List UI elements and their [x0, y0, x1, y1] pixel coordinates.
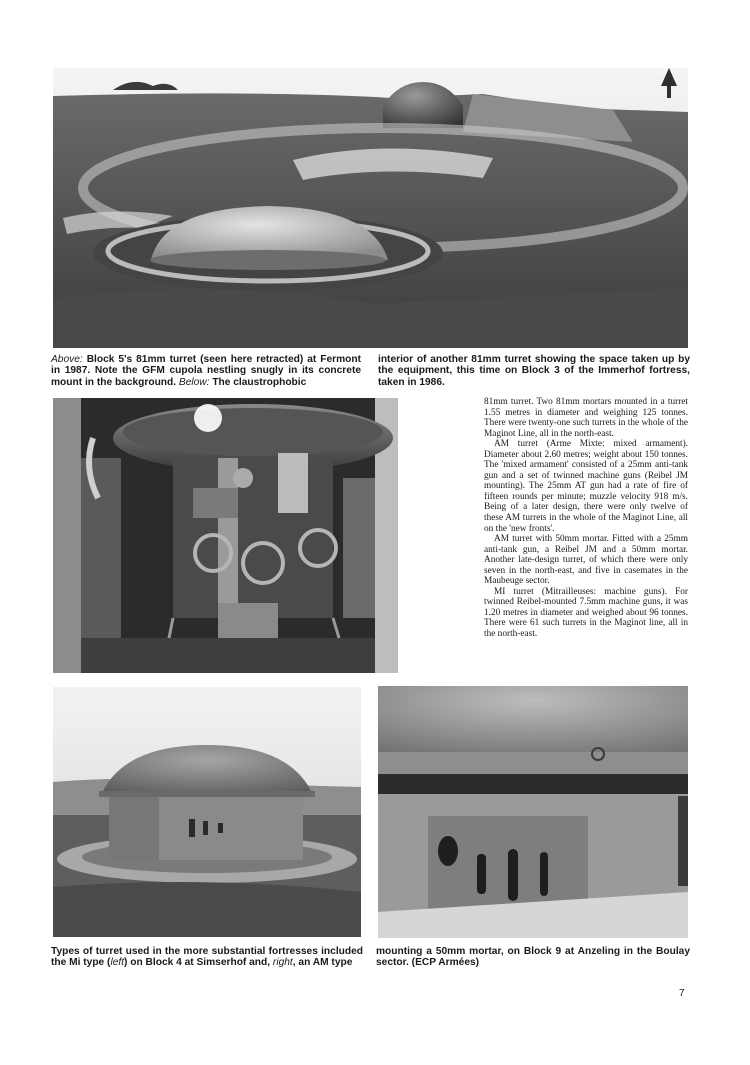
paragraph-am-turret: AM turret (Arme Mixte: mixed armament). Diameter about 2.60 metres; weight about 150 tonnes. The 'mixed armament' consisted of a 25mm anti-tank gun and a set of twinned machine guns (Reibel JM mounting). The 25mm AT gun had a rate of fire of fifteen rounds per minute; muzzle velocity 918 m/s. Being of a later design, there were only twelve of these AM turrets in the whole of the Maginot Line, all on the 'new fronts'. [484, 439, 688, 534]
paragraph-mi-turret: MI turret (Mitrailleuses: machine guns). For twinned Reibel-mounted 7.5mm machine guns, it was 1.20 metres in diameter and weighed about 96 tonnes. There were 61 such turrets in the Maginot line, all in the north-east. [484, 586, 688, 640]
caption-below-text: The claustrophobic [209, 376, 307, 388]
caption-right-word: right [272, 957, 293, 969]
paragraph-am-turret-50mm-mortar: AM turret with 50mm mortar. Fitted with a 25mm anti-tank gun, a Reibel JM and a 50mm mortar. Another late-design turret, of which there were only seven in the north-east, and five in casemates in the Maubeuge sector. [484, 534, 688, 587]
paragraph-81mm-turret: 81mm turret. Two 81mm mortars mounted in a turret 1.55 metres in diameter and weighing 125 tonnes. There were twenty-one such turrets in the whole of the Maginot Line, all in the north-east. [484, 397, 688, 439]
caption-above-text: Block 5's 81mm turret (seen here retracted) at Fermont in 1987. Note the GFM cupola nestling snugly in its concrete mount in the background. [51, 354, 361, 388]
caption-below-lead: Below: [178, 376, 210, 388]
caption-above-lead: Above: [51, 354, 83, 365]
photo-fermont-turret [53, 68, 688, 348]
photo-mi-turret-simserhof [53, 687, 361, 937]
photo-turret-interior [53, 398, 398, 673]
caption-left-word: left [110, 957, 125, 969]
caption-bottom-right: mounting a 50mm mortar, on Block 9 at Anzeling in the Boulay sector. (ECP Armées) [376, 946, 690, 969]
caption-simserhof-text: ) on Block 4 at Simserhof and, [124, 957, 273, 969]
photo-am-turret-anzeling [378, 686, 688, 938]
article-body-text [484, 397, 688, 640]
caption-top-left [51, 354, 361, 388]
caption-top-right: interior of another 81mm turret showing the space taken up by the equipment, this time on Block 3 of the Immerhof fortress, taken in 1986. [378, 354, 690, 388]
caption-am-type-text: , an AM type [292, 957, 353, 969]
caption-types-text: Types of turret used in the more substantial fortresses included the Mi type ( [51, 946, 363, 969]
page-number: 7 [679, 988, 685, 999]
caption-bottom-left [51, 946, 363, 969]
